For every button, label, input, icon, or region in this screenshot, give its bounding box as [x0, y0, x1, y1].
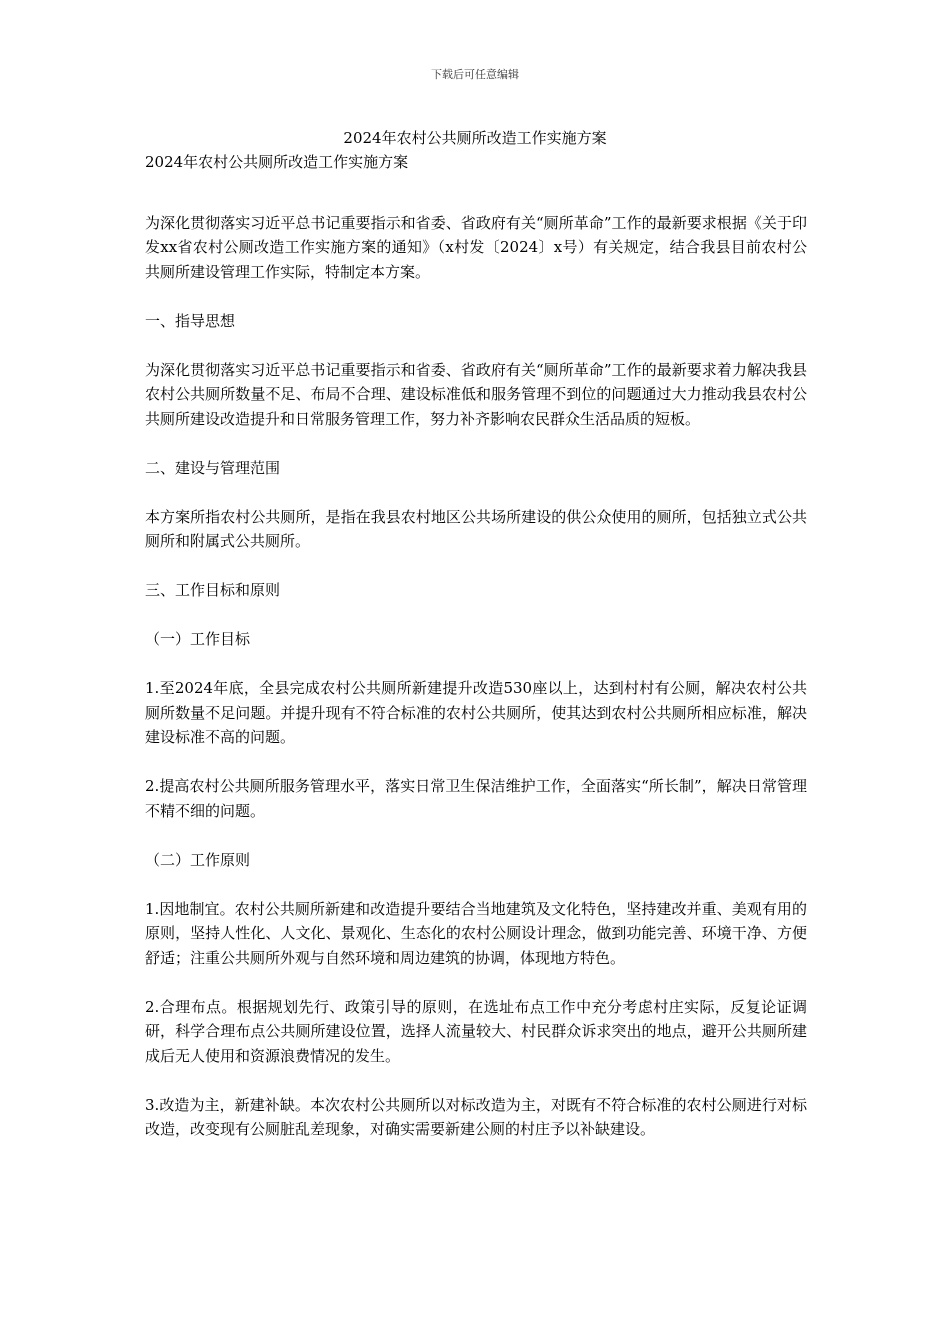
- paragraph-principle-2: 2.合理布点。根据规划先行、政策引导的原则，在选址布点工作中充分考虑村庄实际，反复论证调研，科学合理布点公共厕所建设位置，选择人流量较大、村民群众诉求突出的地点，避开公共厕所建成后无人使用和资源浪费情况的发生。: [145, 997, 807, 1065]
- paragraph-goal-1: 1.至2024年底，全县完成农村公共厕所新建提升改造530座以上，达到村村有公厕，解决农村公共厕所数量不足问题。并提升现有不符合标准的农村公共厕所，使其达到农村公共厕所相应标准，解决建设标准不高的问题。: [145, 679, 807, 746]
- section-heading-goals-principles: 三、工作目标和原则: [145, 581, 281, 599]
- paragraph-goal-2: 2.提高农村公共厕所服务管理水平，落实日常卫生保洁维护工作，全面落实“所长制”，解决日常管理不精不细的问题。: [145, 777, 807, 820]
- document-title: 2024年农村公共厕所改造工作实施方案: [343, 129, 607, 147]
- paragraph-principle-3: 3.改造为主，新建补缺。本次农村公共厕所以对标改造为主，对既有不符合标准的农村公厕进行对标改造，改变现有公厕脏乱差现象，对确实需要新建公厕的村庄予以补缺建设。: [145, 1095, 807, 1138]
- document-body: [145, 150, 807, 1142]
- paragraph-intro: 为深化贯彻落实习近平总书记重要指示和省委、省政府有关“厕所革命”工作的最新要求根据《关于印发xx省农村公厕改造工作实施方案的通知》（x村发〔2024〕x号）有关规定，结合我县目前农村公共厕所建设管理工作实际，特制定本方案。: [145, 213, 807, 281]
- page-header-note: 下载后可任意编辑: [431, 68, 519, 81]
- document-subtitle: 2024年农村公共厕所改造工作实施方案: [145, 153, 409, 171]
- section-heading-guiding-ideology: 一、指导思想: [145, 311, 236, 330]
- subsection-heading-goals: （一）工作目标: [145, 630, 251, 648]
- section-heading-scope: 二、建设与管理范围: [145, 458, 281, 477]
- paragraph-principle-1: 1.因地制宜。农村公共厕所新建和改造提升要结合当地建筑及文化特色，坚持建改并重、美观有用的原则，坚持人性化、人文化、景观化、生态化的农村公厕设计理念，做到功能完善、环境干净、方便舒适；注重公共厕所外观与自然环境和周边建筑的协调，体现地方特色。: [145, 899, 807, 967]
- paragraph-scope: 本方案所指农村公共厕所，是指在我县农村地区公共场所建设的供公众使用的厕所，包括独立式公共厕所和附属式公共厕所。: [145, 507, 807, 550]
- paragraph-guiding-ideology: 为深化贯彻落实习近平总书记重要指示和省委、省政府有关“厕所革命”工作的最新要求着力解决我县农村公共厕所数量不足、布局不合理、建设标准低和服务管理不到位的问题通过大力推动我县农村公共厕所建设改造提升和日常服务管理工作，努力补齐影响农民群众生活品质的短板。: [145, 360, 807, 428]
- subsection-heading-principles: （二）工作原则: [145, 850, 251, 869]
